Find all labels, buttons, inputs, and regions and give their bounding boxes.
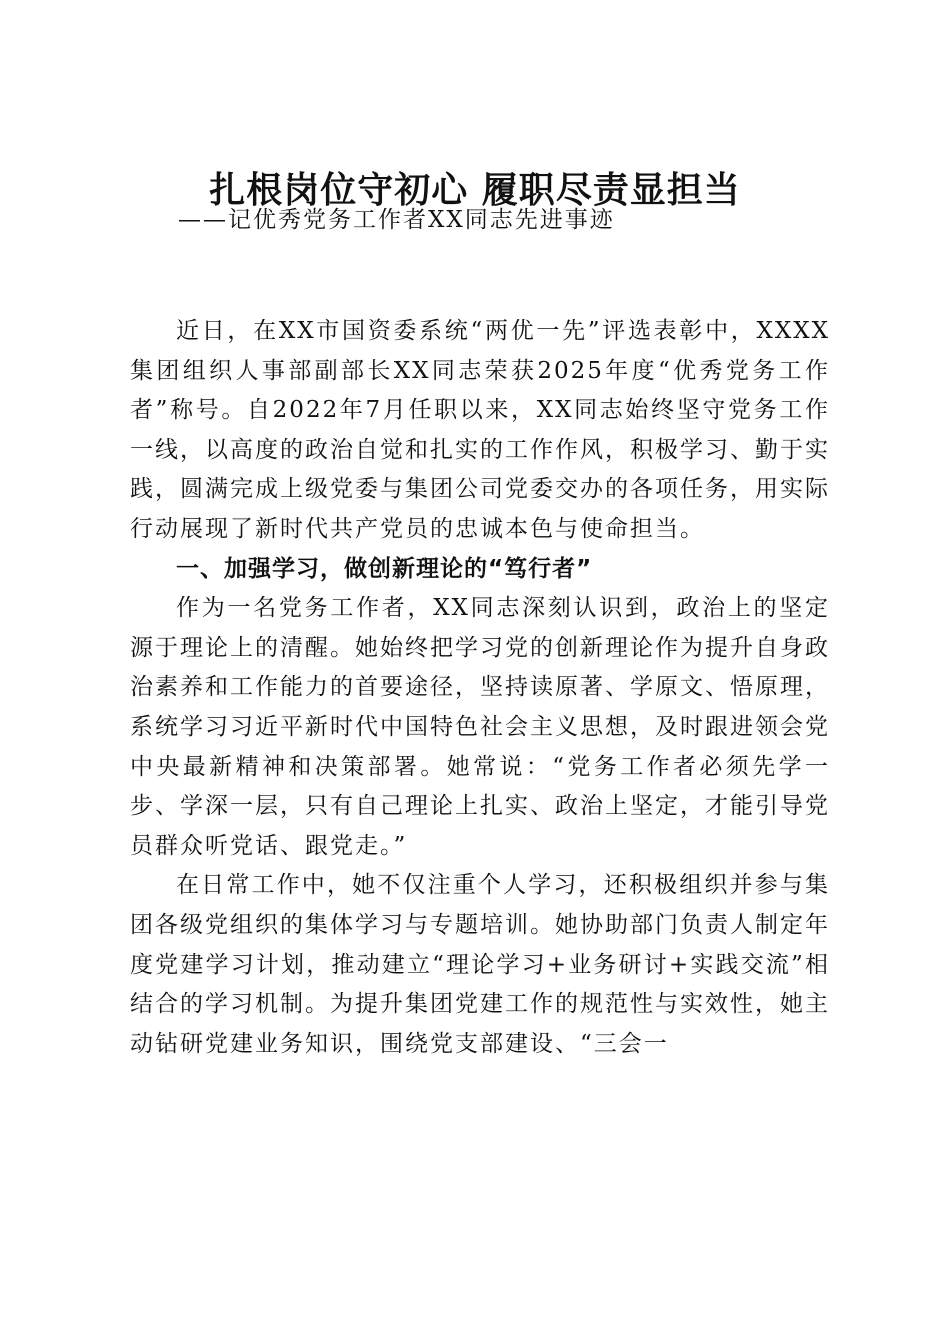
intro-paragraph: 近日，在XX市国资委系统“两优一先”评选表彰中，XXXX集团组织人事部副部长XX同志荣获2025年度“优秀党务工作者”称号。自2022年7月任职以来，XX同志始终坚守党务工作一线，以高度的政治自觉和扎实的工作作风，积极学习、勤于实践，圆满完成上级党委与集团公司党委交办的各项任务，用实际行动展现了新时代共产党员的忠诚本色与使命担当。 bbox=[130, 318, 830, 542]
section-1-paragraph-2: 在日常工作中，她不仅注重个人学习，还积极组织并参与集团各级党组织的集体学习与专题培训。她协助部门负责人制定年度党建学习计划，推动建立“理论学习+业务研讨+实践交流”相结合的学习机制。为提升集团党建工作的规范性与实效性，她主动钻研党建业务知识，围绕党支部建设、“三会一 bbox=[130, 872, 830, 1057]
section-1-paragraph-1: 作为一名党务工作者，XX同志深刻认识到，政治上的坚定源于理论上的清醒。她始终把学习党的创新理论作为提升自身政治素养和工作能力的首要途径，坚持读原著、学原文、悟原理，系统学习习近平新时代中国特色社会主义思想，及时跟进领会党中央最新精神和决策部署。她常说：“党务工作者必须先学一步、学深一层，只有自己理论上扎实、政治上坚定，才能引导党员群众听党话、跟党走。” bbox=[130, 595, 830, 859]
document-subtitle: ——记优秀党务工作者XX同志先进事迹 bbox=[178, 207, 615, 233]
section-heading-1: 一、加强学习，做创新理论的“笃行者” bbox=[176, 555, 593, 582]
document-title: 扎根岗位守初心 履职尽责显担当 bbox=[209, 169, 741, 211]
document-body bbox=[130, 312, 830, 1064]
